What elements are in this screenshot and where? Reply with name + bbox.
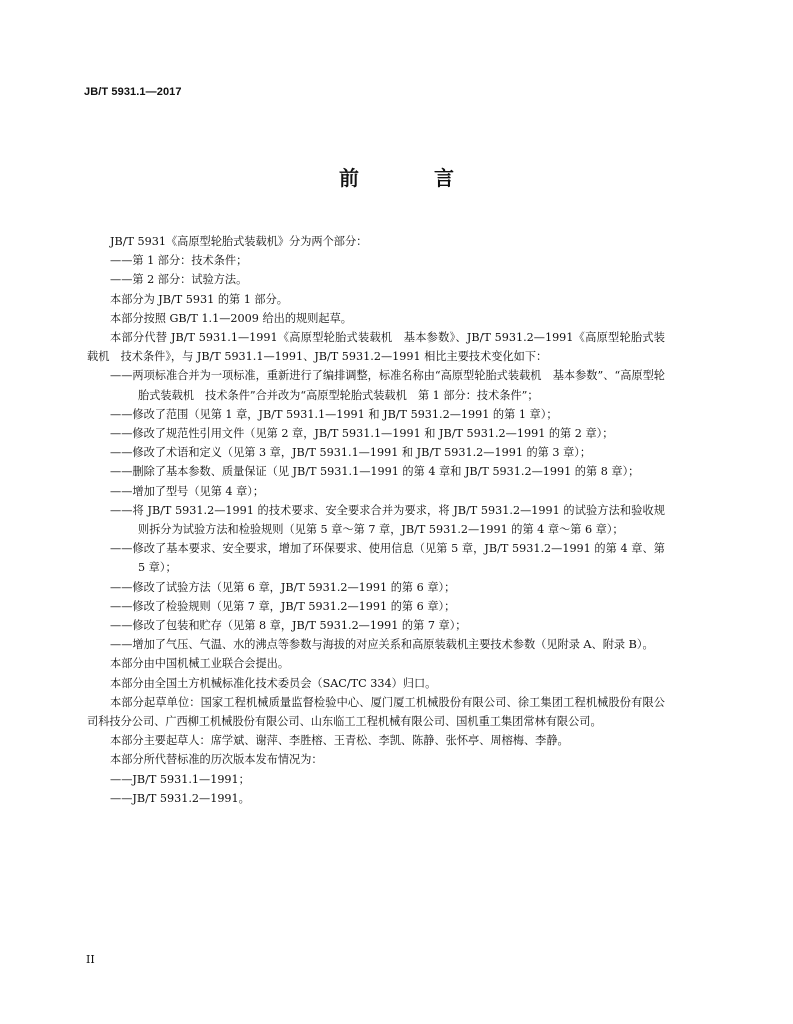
list-item: ——修改了试验方法（见第 6 章，JB/T 5931.2—1991 的第 6 章）； bbox=[110, 580, 456, 594]
paragraph: 本部分主要起草人：席学斌、谢萍、李胜榕、王青松、李凯、陈静、张怀亭、周榕梅、李静。 bbox=[110, 734, 569, 748]
list-item: ——删除了基本参数、质量保证（见 JB/T 5931.1—1991 的第 4 章和 JB/T 5931.2—1991 的第 8 章）； bbox=[110, 465, 640, 479]
list-item: ——修改了范围（见第 1 章，JB/T 5931.1—1991 和 JB/T 5931.2—1991 的第 1 章）； bbox=[110, 407, 558, 421]
foreword-body bbox=[87, 232, 665, 808]
paragraph: 本部分为 JB/T 5931 的第 1 部分。 bbox=[110, 292, 288, 306]
list-item: ——JB/T 5931.2—1991。 bbox=[110, 791, 250, 805]
paragraph: 本部分所代替标准的历次版本发布情况为： bbox=[110, 753, 323, 767]
list-item: ——修改了术语和定义（见第 3 章，JB/T 5931.1—1991 和 JB/T 5931.2—1991 的第 3 章）； bbox=[110, 446, 592, 460]
list-item: ——修改了规范性引用文件（见第 2 章，JB/T 5931.1—1991 和 JB/T 5931.2—1991 的第 2 章）； bbox=[110, 427, 614, 441]
page-number: II bbox=[86, 953, 95, 966]
list-item: ——JB/T 5931.1—1991； bbox=[110, 772, 250, 786]
list-item: ——第 1 部分：技术条件； bbox=[110, 254, 248, 268]
document-id-header: JB/T 5931.1—2017 bbox=[84, 86, 182, 98]
list-item: ——修改了检验规则（见第 7 章，JB/T 5931.2—1991 的第 6 章）； bbox=[110, 599, 456, 613]
paragraph: 本部分按照 GB/T 1.1—2009 给出的规则起草。 bbox=[110, 311, 352, 325]
list-item: ——第 2 部分：试验方法。 bbox=[110, 273, 248, 287]
paragraph: 本部分由全国土方机械标准化技术委员会（SAC/TC 334）归口。 bbox=[110, 676, 437, 690]
paragraph: 本部分起草单位：国家工程机械质量监督检验中心、厦门厦工机械股份有限公司、徐工集团工程机械股份有限公司科技分公司、广西柳工机械股份有限公司、山东临工工程机械有限公司、国机重工集团常林有限公司。 bbox=[87, 695, 665, 729]
list-item: ——增加了型号（见第 4 章）； bbox=[110, 484, 265, 498]
list-item: ——两项标准合并为一项标准，重新进行了编排调整，标准名称由“高原型轮胎式装载机 基本参数”、“高原型轮胎式装载机 技术条件”合并改为“高原型轮胎式装载机 第 1 部分：技术条件”； bbox=[110, 369, 665, 402]
paragraph: 本部分由中国机械工业联合会提出。 bbox=[110, 657, 290, 671]
paragraph: 本部分代替 JB/T 5931.1—1991《高原型轮胎式装载机 基本参数》、JB/T 5931.2—1991《高原型轮胎式装载机 技术条件》，与 JB/T 5931.1—1991、JB/T 5931.2—1991 相比主要技术变化如下： bbox=[87, 331, 665, 364]
list-item: ——修改了包装和贮存（见第 8 章，JB/T 5931.2—1991 的第 7 章）； bbox=[110, 619, 467, 633]
page-title: 前 言 bbox=[339, 166, 488, 190]
paragraph: JB/T 5931《高原型轮胎式装载机》分为两个部分： bbox=[110, 235, 368, 248]
list-item: ——增加了气压、气温、水的沸点等参数与海拔的对应关系和高原装载机主要技术参数（见附录 A、附录 B）。 bbox=[110, 638, 654, 652]
list-item: ——将 JB/T 5931.2—1991 的技术要求、安全要求合并为要求，将 JB/T 5931.2—1991 的试验方法和验收规则拆分为试验方法和检验规则（见第 5 章～第 7 章，JB/T 5931.2—1991 的第 4 章～第 6 章）； bbox=[110, 503, 665, 537]
list-item: ——修改了基本要求、安全要求，增加了环保要求、使用信息（见第 5 章，JB/T 5931.2—1991 的第 4 章、第 5 章）； bbox=[110, 542, 665, 575]
